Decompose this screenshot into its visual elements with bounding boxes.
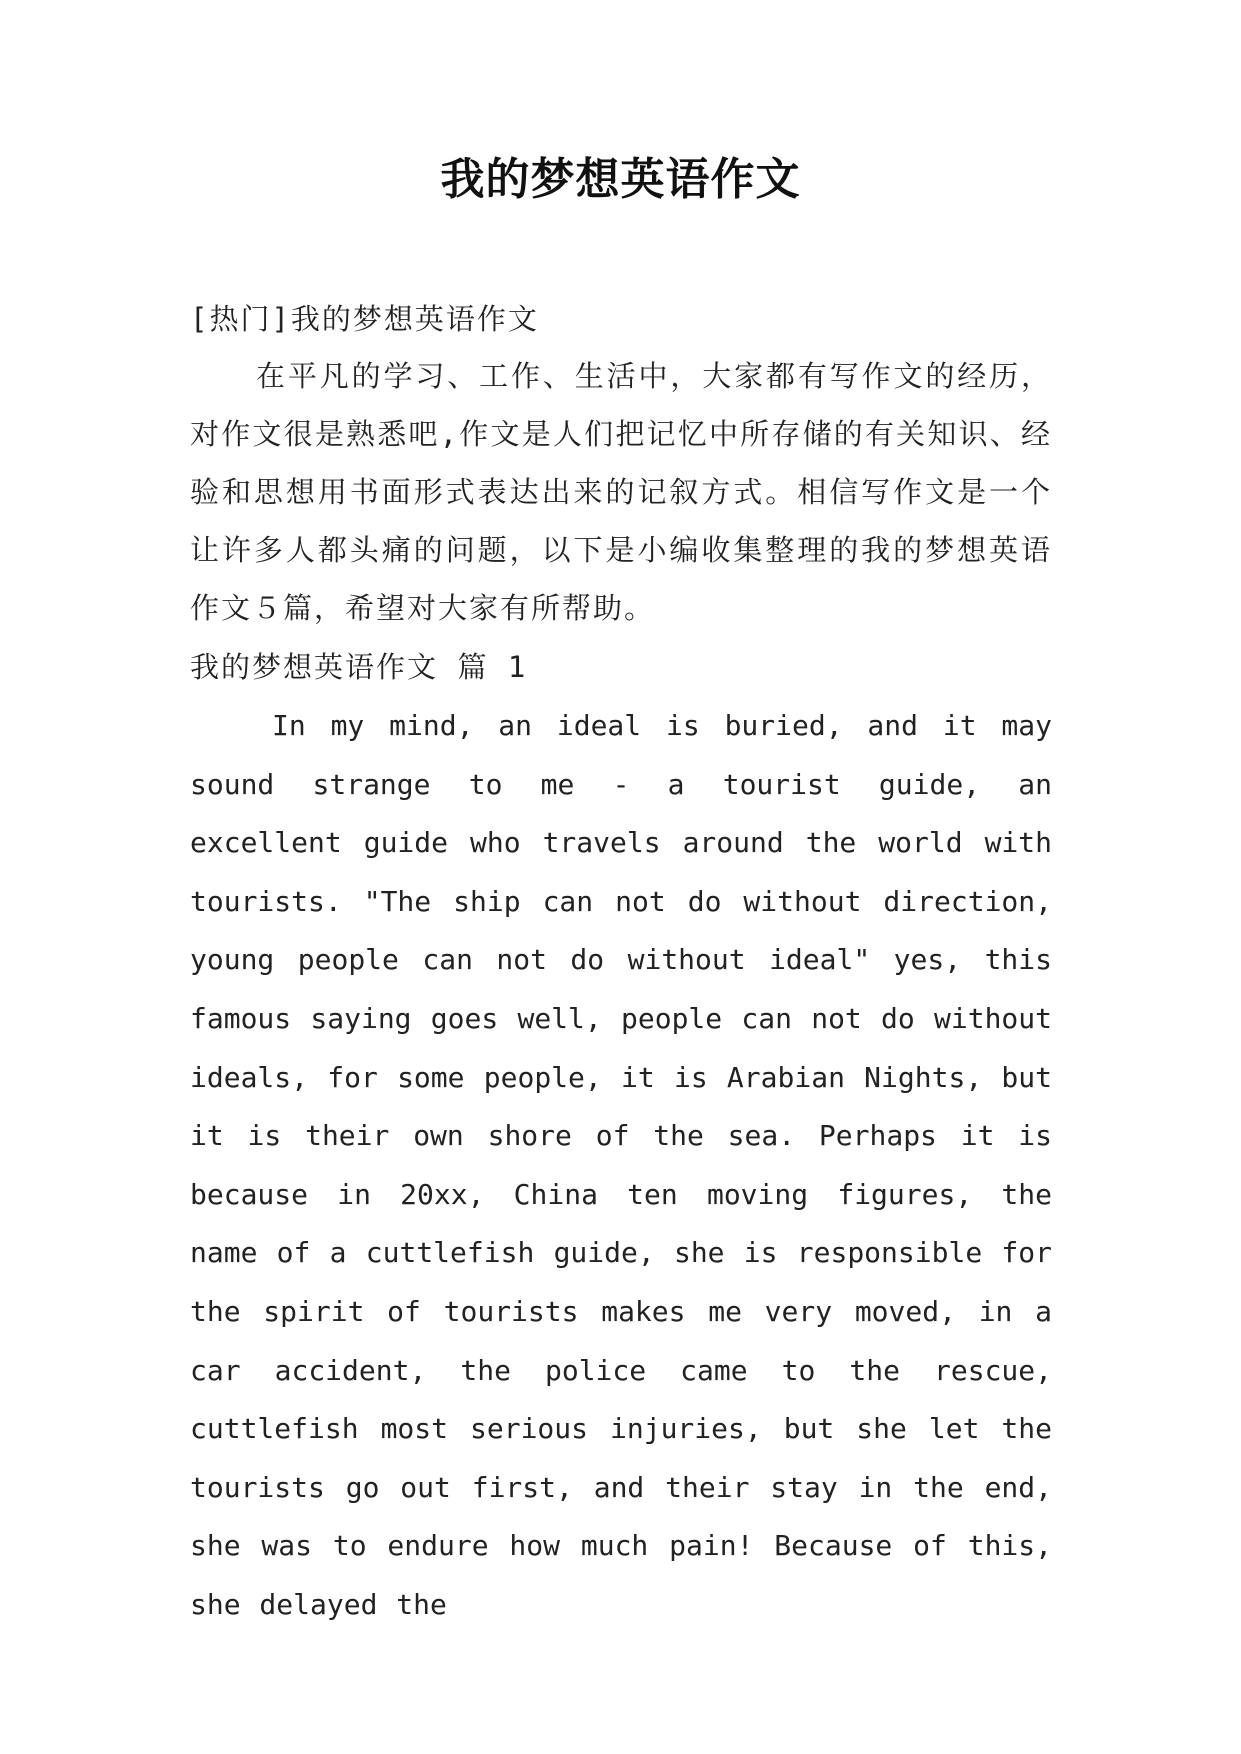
document-subtitle: [热门]我的梦想英语作文	[190, 302, 539, 336]
section-heading: 我的梦想英语作文 篇 1	[190, 650, 528, 684]
intro-paragraph: 在平凡的学习、工作、生活中，大家都有写作文的经历，对作文很是熟悉吧,作文是人们把记忆中所存储的有关知识、经验和思想用书面形式表达出来的记叙方式。相信写作文是一个让许多人都头痛的问题，以下是小编收集整理的我的梦想英语作文５篇，希望对大家有所帮助。	[190, 359, 1052, 625]
essay-paragraph: In my mind, an ideal is buried, and it may sound strange to me - a tourist guide, an excellent guide who travels around the world with tourists. "The ship can not do without direction, young people can not do without ideal" yes, this famous saying goes well, people can not do without ideals, for some people, it is Arabian Nights, but it is their own shore of the sea. Perhaps it is because in 20xx, China ten moving figures, the name of a cuttlefish guide, she is responsible for the spirit of tourists makes me very moved, in a car accident, the police came to the rescue, cuttlefish most serious injuries, but she let the tourists go out first, and their stay in the end, she was to endure how much pain! Because of this, she delayed the	[190, 709, 1052, 1621]
document-title: 我的梦想英语作文	[440, 154, 801, 205]
